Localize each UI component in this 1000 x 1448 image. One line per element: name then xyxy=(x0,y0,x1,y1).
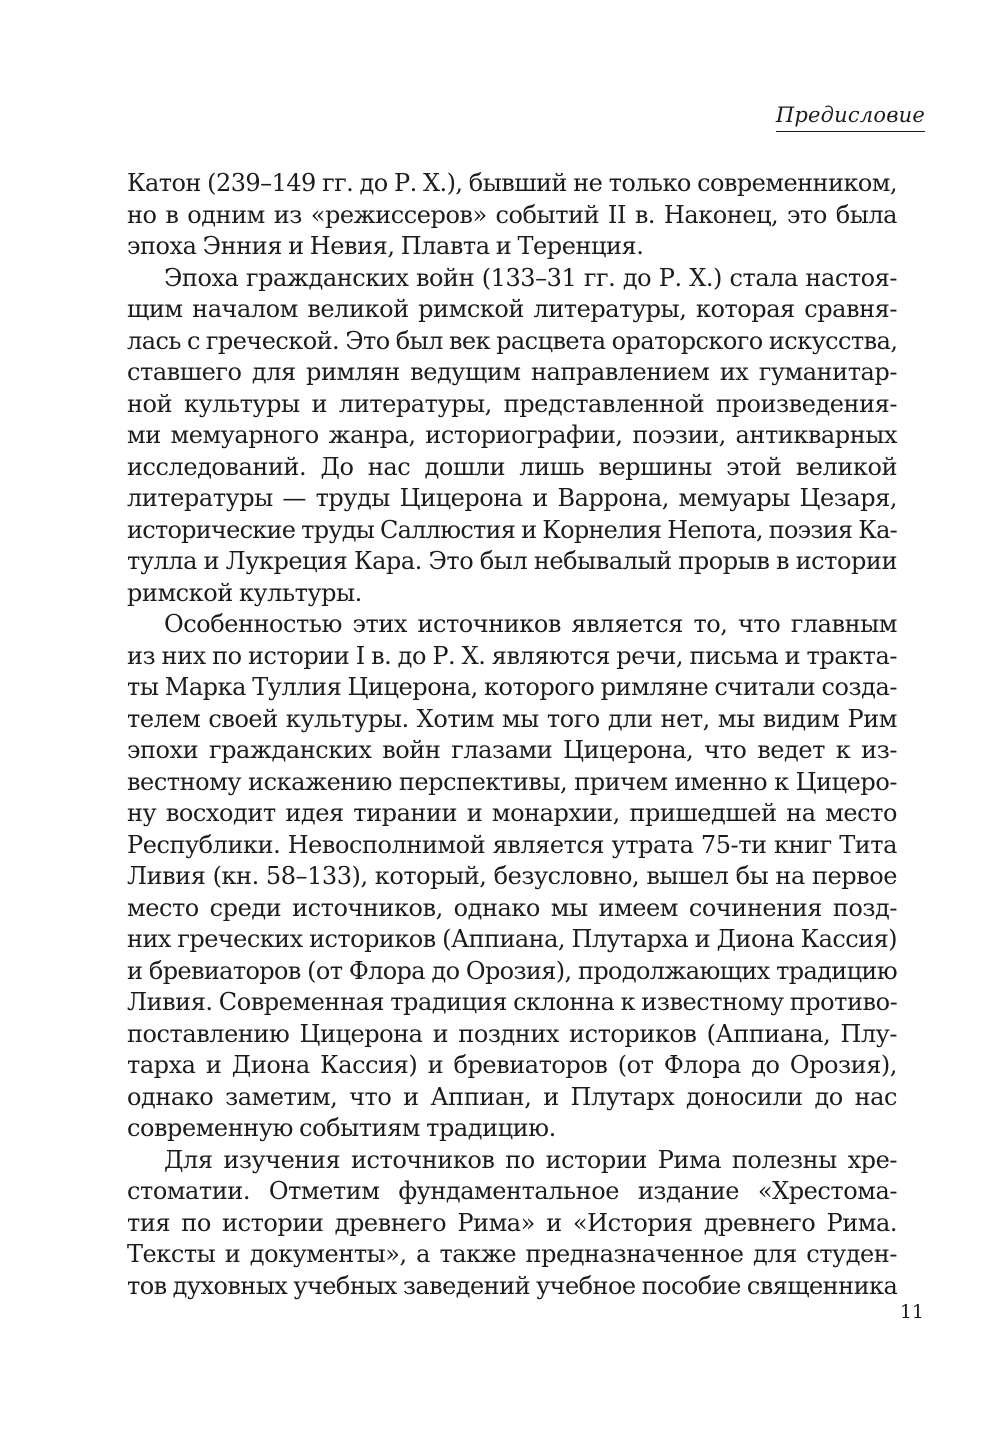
text-line: Ливия (кн. 58–133), который, безусловно, вышел бы на первое xyxy=(127,862,897,890)
text-line: современную событиям традицию. xyxy=(127,1114,556,1142)
paragraph xyxy=(127,1145,897,1303)
text-line: эпохи гражданских войн глазами Цицерона, что ведет к из- xyxy=(127,736,897,764)
text-line: ну восходит идея тирании и монархии, пришедшей на место xyxy=(127,799,897,827)
text-line: исторические труды Саллюстия и Корнелия Непота, поэзия Ка- xyxy=(127,515,897,544)
text-line: исследований. До нас дошли лишь вершины этой великой xyxy=(127,452,897,481)
text-line: ной культуры и литературы, представленной произведения- xyxy=(127,389,897,418)
page-number: 11 xyxy=(899,1301,924,1323)
paragraph xyxy=(127,168,897,263)
text-line: тия по истории древнего Рима» и «История древнего Рима. xyxy=(127,1208,897,1237)
text-line: них греческих историков (Аппиана, Плутарха и Диона Кассия) xyxy=(127,925,897,953)
text-line: место среди источников, однако мы имеем сочинения позд- xyxy=(127,893,897,922)
text-line: римской культуры. xyxy=(127,578,362,607)
text-line: и бревиаторов (от Флора до Орозия), продолжающих традицию xyxy=(127,956,897,985)
text-line: Особенностью этих источников является то, что главным xyxy=(164,610,897,638)
paragraph xyxy=(127,263,897,610)
text-line: ты Марка Туллия Цицерона, которого римляне считали созда- xyxy=(127,673,897,701)
text-line: ми мемуарного жанра, историографии, поэзии, антикварных xyxy=(127,421,897,449)
text-line: но в одним из «режиссеров» событий II в. Наконец, это была xyxy=(127,200,897,229)
text-line: Республики. Невосполнимой является утрата 75-ти книг Тита xyxy=(127,830,897,859)
text-line: эпоха Энния и Невия, Плавта и Теренция. xyxy=(127,232,644,260)
running-head: Предисловие xyxy=(776,101,925,132)
text-line: литературы — труды Цицерона и Варрона, мемуары Цезаря, xyxy=(127,484,897,512)
text-line: Катон (239–149 гг. до Р. Х.), бывший не только современником, xyxy=(127,169,897,197)
text-line: стоматии. Отметим фундаментальное издание «Хрестома- xyxy=(127,1177,897,1205)
text-line: Для изучения источников по истории Рима полезны хре- xyxy=(164,1145,897,1174)
text-line: ставшего для римлян ведущим направлением их гуманитар- xyxy=(127,358,897,386)
text-line: Тексты и документы», а также предназначенное для студен- xyxy=(127,1240,897,1268)
text-line: Эпоха гражданских войн (133–31 гг. до Р. Х.) стала настоя- xyxy=(164,263,897,292)
text-line: тов духовных учебных заведений учебное пособие священника xyxy=(127,1271,898,1300)
text-line: тулла и Лукреция Кара. Это был небывалый прорыв в истории xyxy=(127,547,897,575)
text-line: из них по истории I в. до Р. Х. являются речи, письма и тракта- xyxy=(127,641,897,670)
body-text xyxy=(127,168,897,1302)
text-line: лась с греческой. Это был век расцвета ораторского искусства, xyxy=(127,326,898,355)
text-line: поставлению Цицерона и поздних историков (Аппиана, Плу- xyxy=(127,1019,897,1048)
text-line: однако заметим, что и Аппиан, и Плутарх доносили до нас xyxy=(127,1082,897,1111)
text-line: Ливия. Современная традиция склонна к известному противо- xyxy=(127,988,898,1016)
text-line: тарха и Диона Кассия) и бревиаторов (от Флора до Орозия), xyxy=(127,1051,897,1079)
text-line: вестному искажению перспективы, причем именно к Цицеро- xyxy=(127,767,897,796)
text-line: телем своей культуры. Хотим мы того дли нет, мы видим Рим xyxy=(127,704,897,733)
text-line: щим началом великой римской литературы, которая сравня- xyxy=(127,295,897,323)
paragraph xyxy=(127,609,897,1145)
